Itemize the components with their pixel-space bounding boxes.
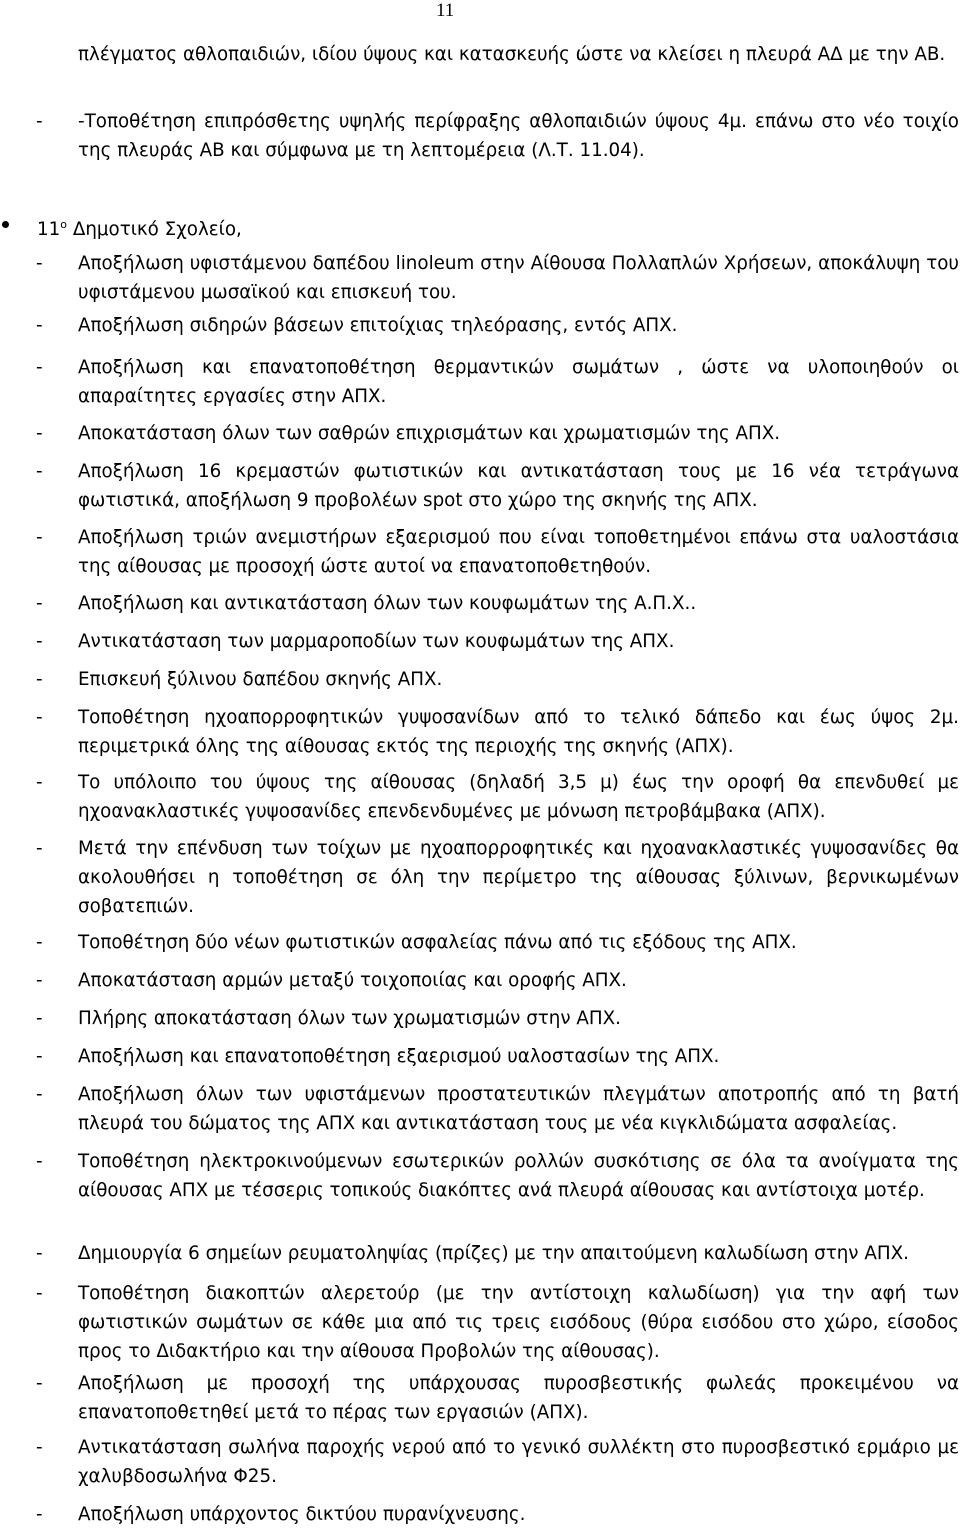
list-dash: - [36,111,43,132]
list-item-text: Τοποθέτηση ηχοαπορροφητικών γυψοσανίδων από το τελικό δάπεδο και έως ύψος 2μ. περιμετρικά όλης της αίθουσας εκτός της περιοχής της σκηνής (ΑΠΧ). [78,707,959,757]
list-item-text: Αποξήλωση και επανατοποθέτηση εξαερισμού υαλοστασίων της ΑΠΧ. [78,1046,720,1067]
list-dash: - [36,461,43,482]
list-dash: - [36,932,43,953]
list-item-text: Αποκατάσταση αρμών μεταξύ τοιχοποιίας και οροφής ΑΠΧ. [78,970,627,991]
list-item-text: Το υπόλοιπο του ύψους της αίθουσας (δηλαδή 3,5 μ) έως την οροφή θα επενδυθεί με ηχοανακλαστικές γυψοσανίδες επενδενδυμένες με μόνωση πετροβάμβακα (ΑΠΧ). [78,772,959,822]
list-dash: - [36,970,43,991]
list-item-text: Αποξήλωση 16 κρεμαστών φωτιστικών και αντικατάσταση τους με 16 νέα τετράγωνα φωτιστικά, αποξήλωση 9 προβολέων spot στο χώρο της σκηνής της ΑΠΧ. [78,461,959,511]
list-item-text: Τοποθέτηση δύο νέων φωτιστικών ασφαλείας πάνω από τις εξόδους της ΑΠΧ. [78,932,797,953]
list-item-text: -Τοποθέτηση επιπρόσθετης υψηλής περίφραξης αθλοπαιδιών ύψους 4μ. επάνω στο νέο τοιχίο της πλευράς ΑΒ και σύμφωνα με τη λεπτομέρεια (Λ.Τ. 11.04). [78,111,959,161]
list-item-text: Αποξήλωση όλων των υφιστάμενων προστατευτικών πλεγμάτων αποτροπής από τη βατή πλευρά του δώματος της ΑΠΧ και αντικατάσταση τους με νέα κιγκλιδώματα ασφαλείας. [78,1084,959,1134]
school-ordinal: ο [60,218,67,231]
list-dash: - [36,1437,43,1458]
list-item-text: Αποξήλωση υπάρχοντος δικτύου πυρανίχνευσης. [78,1504,526,1525]
list-dash: - [36,1151,43,1172]
list-item-text: Αποξήλωση σιδηρών βάσεων επιτοίχιας τηλεόρασης, εντός ΑΠΧ. [78,315,678,336]
list-item-text: Τοποθέτηση ηλεκτροκινούμενων εσωτερικών ρολλών συσκότισης σε όλα τα ανοίγματα της αίθουσας ΑΠΧ με τέσσερις τοπικούς διακόπτες ανά πλευρά αίθουσας και αντίστοιχα μοτέρ. [78,1151,959,1201]
list-item-text: Αποξήλωση και επανατοποθέτηση θερμαντικών σωμάτων , ώστε να υλοποιηθούν οι απαραίτητες εργασίες στην ΑΠΧ. [78,357,959,407]
list-dash: - [36,423,43,444]
page-number: 11 [436,0,455,21]
list-item-text: Αποκατάσταση όλων των σαθρών επιχρισμάτων και χρωματισμών της ΑΠΧ. [78,423,781,444]
list-item-text: Δημιουργία 6 σημείων ρευματοληψίας (πρίζες) με την απαιτούμενη καλωδίωση στην ΑΠΧ. [78,1243,909,1264]
intro-paragraph: πλέγματος αθλοπαιδιών, ιδίου ύψους και κατασκευής ώστε να κλείσει η πλευρά ΑΔ με την ΑΒ. [78,44,946,65]
school-title [37,210,242,244]
list-dash: - [36,593,43,614]
list-dash: - [36,527,43,548]
school-number: 11 [37,219,61,240]
list-dash: - [36,838,43,859]
list-dash: - [36,1283,43,1304]
list-dash: - [36,1046,43,1067]
school-heading [0,210,959,240]
list-dash: - [36,772,43,793]
list-item-text: Μετά την επένδυση των τοίχων με ηχοαπορροφητικές και ηχοανακλαστικές γυψοσανίδες θα ακολουθήσει η τοποθέτηση σε όλη την περίμετρο της αίθουσας ξύλινων, βερνικωμένων σοβατεπιών. [78,838,959,917]
list-item-text: Αποξήλωση υφιστάμενου δαπέδου linoleum στην Αίθουσα Πολλαπλών Χρήσεων, αποκάλυψη του υφιστάμενου μωσαϊκού και επισκευή του. [78,253,959,303]
list-dash: - [36,1008,43,1029]
school-name: Δημοτικό Σχολείο, [72,219,242,240]
list-dash: - [36,357,43,378]
list-item-text: Πλήρης αποκατάσταση όλων των χρωματισμών στην ΑΠΧ. [78,1008,621,1029]
list-dash: - [36,315,43,336]
list-dash: - [36,631,43,652]
list-dash: - [36,1373,43,1394]
list-item-text: Επισκευή ξύλινου δαπέδου σκηνής ΑΠΧ. [78,669,443,690]
list-item-text: Τοποθέτηση διακοπτών αλερετούρ (με την αντίστοιχη καλωδίωση) για την αφή των φωτιστικών σωμάτων σε κάθε μια από τις τρεις εισόδους (θύρα εισόδου στο χώρο, είσοδος προς το Διδακτήριο και την αίθουσα Προβολών της αίθουσας). [78,1283,959,1362]
list-item-text: Αντικατάσταση των μαρμαροποδίων των κουφωμάτων της ΑΠΧ. [78,631,675,652]
list-item-text: Αντικατάσταση σωλήνα παροχής νερού από το γενικό συλλέκτη στο πυροσβεστικό ερμάριο με χαλυβδοσωλήνα Φ25. [78,1437,959,1487]
list-item-text: Αποξήλωση με προσοχή της υπάρχουσας πυροσβεστικής φωλεάς προκειμένου να επανατοποθετηθεί μετά το πέρας των εργασιών (ΑΠΧ). [78,1373,959,1423]
bullet-icon [2,221,9,228]
list-dash: - [36,1084,43,1105]
list-item-text: Αποξήλωση και αντικατάσταση όλων των κουφωμάτων της Α.Π.Χ.. [78,593,697,614]
list-dash: - [36,1243,43,1264]
list-dash: - [36,669,43,690]
list-dash: - [36,707,43,728]
list-dash: - [36,253,43,274]
list-dash: - [36,1504,43,1525]
list-item-text: Αποξήλωση τριών ανεμιστήρων εξαερισμού που είναι τοποθετημένοι επάνω στα υαλοστάσια της αίθουσας με προσοχή ώστε αυτοί να επανατοποθετηθούν. [78,527,959,577]
